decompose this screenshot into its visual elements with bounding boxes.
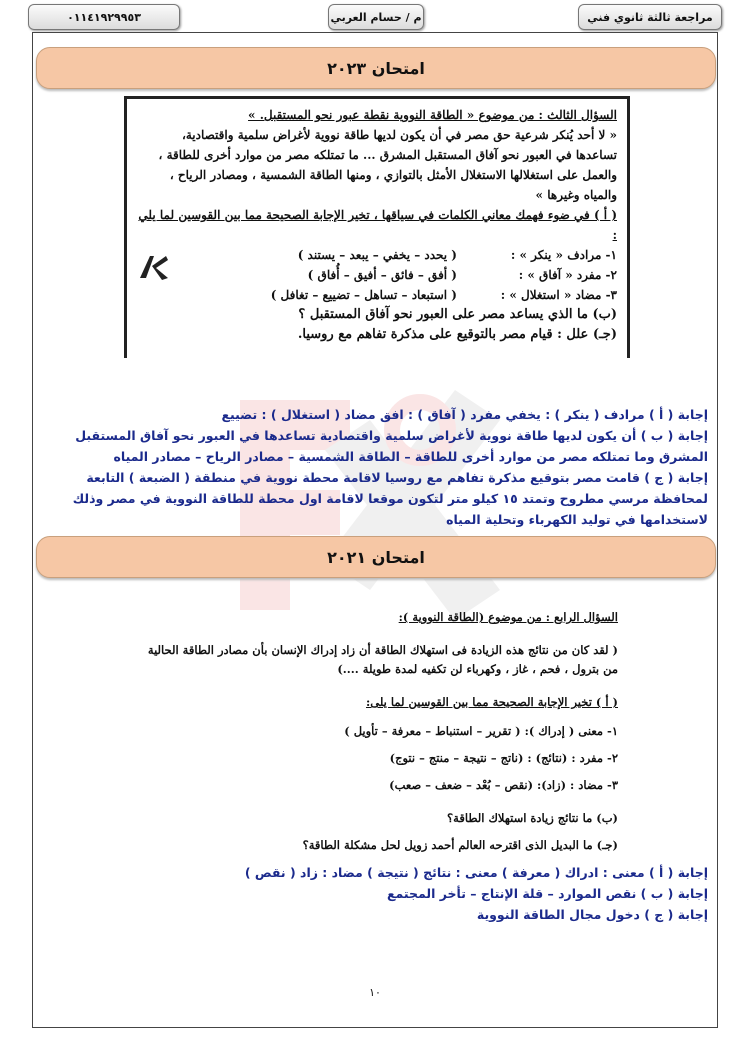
question-4-item-1: ١- معنى ( إدراك ): ( تقرير – استنباط – معرفة – تأويل ) [344,724,618,738]
answer-3-b: إجابة ( ب ) أن يكون لديها طاقة نووية لأغراض سلمية واقتصادية تساعدها في العبور نحو آفاق المستقبل المشرق وما تمتلكه مصر من موارد أخرى للطاقة – الطاقة الشمسية – مصادر الرياح – مصادر المياه [75,428,708,464]
question-4-item-2: ٢- مفرد : (نتائج) : (ناتج – نتيجة – منتج – نتوج) [389,751,618,765]
question-4-instruction: ( أ ) تخير الإجابة الصحيحة مما بين القوسين لما يلى: [366,695,618,709]
exam-2021-scan [128,604,628,854]
exam-2023-scan [124,96,630,358]
question-3-passage: « لا أحد يُنكر شرعية حق مصر في أن يكون لديها طاقة نووية لأغراض سلمية واقتصادية، تساعدها في العبور نحو آفاق المستقبل المشرق ... ما تمتلكه مصر من موارد أخرى للطاقة ، والعمل على استغلالها الاستغلال الأمثل بالتوازي ، ومنها الطاقة الشمسية ، ومصادر الرياح ، والمياه وغيرها » [158,128,617,202]
author-box [328,4,424,30]
review-title-box [578,4,722,30]
question-4-b: (ب) ما نتائج زيادة استهلاك الطاقة؟ [447,811,618,825]
phone-number: ٠١١٤١٩٢٩٩٥٣ [67,10,141,24]
logo-icon [136,252,172,282]
answer-3-c: إجابة ( ج ) قامت مصر بتوقيع مذكرة تفاهم مع روسيا لاقامة محطة نووية في منطقة ( الضبعة ) التابعة لمحافظة مرسي مطروح وتمتد ١٥ كيلو متر لتكون موقعا لاقامة اول محطة للطاقة النووية في مصر وذلك لاستخدامها في توليد الكهرباء وتحلية المياه [72,470,708,527]
question-3-item-1: ١- مرادف « ينكر » : ( يحدد – يخفي – يبعد – يستند ) [297,248,617,262]
exam-2021-banner [36,536,716,578]
answer-4-c: إجابة ( ج ) دخول مجال الطاقة النووية [476,907,708,922]
page-number: ١٠ [369,986,381,999]
question-3-item-3: ٣- مضاد « استغلال » : ( استبعاد – تساهل – تضييع – تغافل ) [270,288,617,302]
author-name: م / حسام العربي [330,10,422,24]
question-3-instruction: ( أ ) في ضوء فهمك معاني الكلمات في سياقها ، تخير الإجابة الصحيحة مما بين القوسين لما يلي : [138,208,617,242]
phone-number-box [28,4,180,30]
answer-4-b: إجابة ( ب ) نقص الموارد – قلة الإنتاج – تأخر المجتمع [387,886,708,901]
exam-2023-title: امتحان ٢٠٢٣ [327,58,425,78]
exam-2021-title: امتحان ٢٠٢١ [327,547,425,567]
question-4-c: (جـ) ما البديل الذى اقترحه العالم أحمد زويل لحل مشكلة الطاقة؟ [302,838,618,852]
answer-3-a: إجابة ( أ ) مرادف ( ينكر ) : يخفي مفرد ( آفاق ) : افق مضاد ( استغلال ) : تضييع [221,407,708,422]
question-3-b: (ب) ما الذي يساعد مصر على العبور نحو آفاق المستقبل ؟ [298,307,617,322]
review-title: مراجعة ثالثة ثانوي فني [587,10,713,24]
exam-2021-answers [72,862,708,925]
question-4-title: السؤال الرابع : من موضوع (الطاقة النووية ): [398,610,618,624]
question-3-item-2: ٢- مفرد « آفاق » : ( أفق – فائق – أفيق – أُفاق ) [307,268,617,282]
question-3-c: (جـ) علل : قيام مصر بالتوقيع على مذكرة تفاهم مع روسيا. [297,327,617,342]
exam-2023-banner [36,47,716,89]
question-4-item-3: ٣- مضاد : (زاد): (نقص – بُعْد – ضعف – صعب) [389,778,618,792]
exam-2023-answers [72,404,708,530]
question-3-title: السؤال الثالث : من موضوع « الطاقة النووية نقطة عبور نحو المستقبل. » [248,108,617,122]
question-4-passage: ( لقد كان من نتائج هذه الزيادة فى استهلاك الطاقة أن زاد إدراك الإنسان بأن مصادر الطاقة الحالية من بترول ، فحم ، غاز ، وكهرباء لن تكفيه لمدة طويلة ....) [147,643,618,676]
answer-4-a: إجابة ( أ ) معنى : ادراك ( معرفة ) معنى : نتائج ( نتيجة ) مضاد : زاد ( نقص ) [244,865,708,880]
